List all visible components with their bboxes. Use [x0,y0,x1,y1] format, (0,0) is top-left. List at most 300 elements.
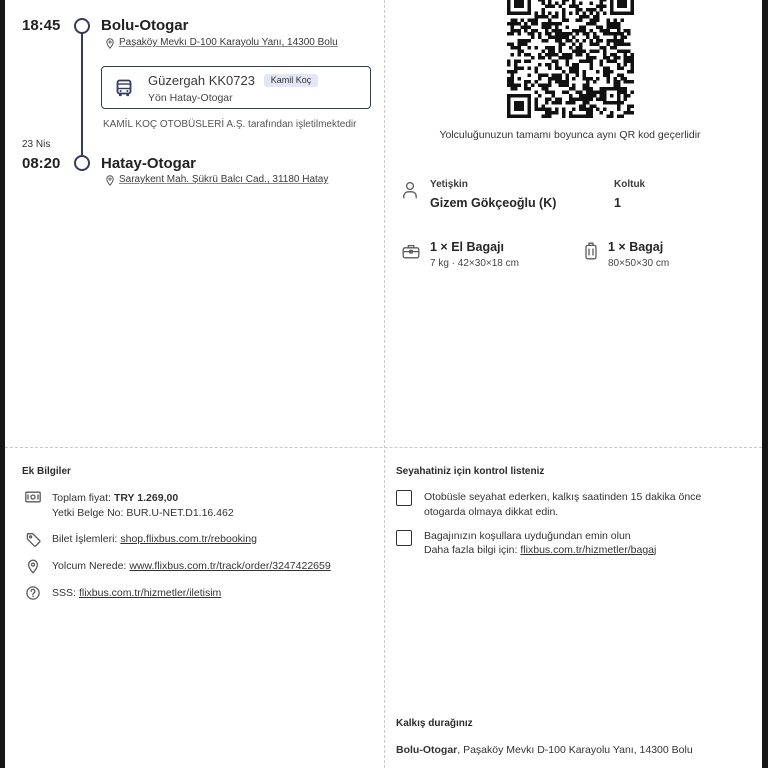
qr-module [552,22,556,26]
qr-module [600,60,604,64]
qr-module [579,115,583,118]
qr-module [545,115,549,118]
qr-module [562,91,566,95]
departure-address-link[interactable]: Paşaköy Mevkı D-100 Karayolu Yanı, 14300 Bolu [119,37,338,48]
qr-module [586,91,590,95]
qr-module [576,12,580,16]
qr-module [627,70,631,74]
qr-module [507,101,511,105]
qr-module [617,12,621,16]
qr-module [558,49,562,53]
checklist-item-text: Bagajınızın koşullara uyduğundan emin olun [424,529,631,542]
qr-module [521,94,525,98]
qr-module [517,46,521,50]
qr-module [596,12,600,16]
qr-module [583,12,587,16]
qr-module [572,108,576,112]
qr-module [558,101,562,105]
qr-module [620,5,624,9]
qr-module [617,56,621,60]
qr-module [534,12,538,16]
qr-module [624,0,628,1]
qr-module [510,84,514,88]
qr-module [534,70,538,74]
qr-module [624,60,628,64]
qr-module [579,42,583,46]
total-price-line [52,493,178,504]
qr-module [596,108,600,112]
arrival-time: 08:20 [22,154,61,172]
qr-module [589,39,593,43]
qr-module [593,8,597,12]
qr-module [558,39,562,43]
qr-module [589,97,593,101]
qr-module [610,8,614,12]
qr-module [565,36,569,40]
qr-module [528,94,532,98]
qr-module [607,80,611,84]
qr-module [541,49,545,53]
qr-module [589,49,593,53]
rebooking-line [52,534,257,545]
qr-module [555,80,559,84]
qr-module [545,29,549,33]
route-title: Güzergah KK0723 [148,72,255,88]
qr-module [545,87,549,91]
qr-module [555,53,559,57]
qr-module [552,49,556,53]
qr-module [569,70,573,74]
qr-module [552,29,556,33]
qr-module [583,94,587,98]
qr-module [607,29,611,33]
qr-module [562,80,566,84]
qr-module [579,49,583,53]
qr-module [624,94,628,98]
hand-luggage-details: 7 kg · 42×30×18 cm [430,258,519,269]
qr-module [593,22,597,26]
qr-module [528,0,532,1]
qr-module [596,5,600,9]
qr-module [627,108,631,112]
qr-module [555,39,559,43]
qr-module [576,73,580,77]
qr-module [607,101,611,105]
rebooking-label: Bilet İşlemleri: [52,532,118,545]
qr-module [531,84,535,88]
qr-module [521,115,525,118]
qr-module [562,42,566,46]
qr-module [610,22,614,26]
qr-module [548,67,552,71]
qr-module [507,111,511,115]
qr-module [631,53,634,57]
qr-module [613,36,617,40]
qr-module [617,80,621,84]
qr-module [576,91,580,95]
qr-module [596,25,600,29]
qr-module [548,49,552,53]
qr-module [569,53,573,57]
qr-module [555,15,559,19]
qr-module [528,1,532,5]
qr-module [507,94,511,98]
qr-module [613,39,617,43]
qr-module [624,42,628,46]
qr-module [528,32,532,36]
qr-module [631,1,634,5]
qr-module [572,5,576,9]
qr-module [600,25,604,29]
qr-module [589,42,593,46]
qr-module [510,87,514,91]
qr-module [596,39,600,43]
qr-module [631,111,634,115]
qr-module [538,15,542,19]
checklist-checkbox-luggage[interactable] [396,530,412,546]
qr-module [593,80,597,84]
checklist-item-text: otogarda olmaya dikkat edin. [424,505,559,518]
qr-module [576,5,580,9]
qr-module [541,56,545,60]
qr-module [541,73,545,77]
departure-stop-heading: Kalkış durağınız [396,718,473,729]
qr-note: Yolculuğunuzun tamamı boyunca aynı QR kod geçerlidir [439,128,701,141]
qr-module [538,94,542,98]
qr-module [538,36,542,40]
qr-module [548,32,552,36]
qr-module [613,56,617,60]
qr-module [569,101,573,105]
qr-module [528,104,532,108]
qr-module [562,108,566,112]
qr-module [607,60,611,64]
tracking-link[interactable]: www.flixbus.com.tr/track/order/3247422659 [129,559,331,572]
qr-module [565,77,569,81]
qr-module [545,101,549,105]
qr-module [617,108,621,112]
qr-module [589,56,593,60]
suitcase-icon [585,242,597,260]
qr-module [603,97,607,101]
checklist-item-text: Otobüsle seyahat ederken, kalkış saatinden 15 dakika önce [424,490,702,503]
qr-module [565,91,569,95]
qr-module [610,115,614,118]
qr-module [562,12,566,16]
qr-module [586,111,590,115]
qr-module [603,67,607,71]
qr-module [593,94,597,98]
qr-module [613,101,617,105]
qr-module [617,101,621,105]
qr-module [562,70,566,74]
qr-module [545,73,549,77]
location-pin-icon [27,559,39,574]
qr-module [507,32,511,36]
qr-module [607,67,611,71]
rebooking-link[interactable]: shop.flixbus.com.tr/rebooking [120,532,257,545]
qr-module [593,36,597,40]
qr-module [613,42,617,46]
tracking-line [52,561,331,572]
question-circle-icon [26,586,40,600]
qr-module [517,12,521,16]
qr-module [572,63,576,67]
qr-module [517,104,521,108]
qr-module [617,29,621,33]
qr-module [558,97,562,101]
qr-module [596,42,600,46]
vertical-divider [384,0,385,768]
qr-module [593,91,597,95]
qr-module [610,39,614,43]
qr-module [596,15,600,19]
qr-module [603,49,607,53]
qr-module [524,60,528,64]
qr-module [631,104,634,108]
qr-module [586,53,590,57]
qr-module [558,67,562,71]
qr-module [555,97,559,101]
qr-module [517,77,521,81]
qr-module [624,87,628,91]
qr-module [596,18,600,22]
qr-module [586,15,590,19]
qr-module [620,67,624,71]
qr-module [534,67,538,71]
qr-module [603,73,607,77]
qr-module [545,5,549,9]
qr-module [514,0,518,1]
qr-module [558,22,562,26]
qr-module [555,101,559,105]
qr-module [524,22,528,26]
qr-module [586,97,590,101]
qr-module [569,111,573,115]
qr-module [510,18,514,22]
qr-module [583,49,587,53]
qr-module [517,108,521,112]
qr-module [576,63,580,67]
qr-module [524,80,528,84]
qr-module [586,22,590,26]
qr-module [624,97,628,101]
qr-module [521,39,525,43]
qr-module [545,53,549,57]
qr-module [569,39,573,43]
qr-module [583,29,587,33]
route-timeline [70,14,94,176]
faq-label: SSS: [52,586,76,599]
qr-module [607,77,611,81]
qr-module [517,115,521,118]
qr-module [531,22,535,26]
qr-module [528,101,532,105]
qr-module [603,108,607,112]
arrival-address-link[interactable]: Saraykent Mah. Şükrü Balcı Cad., 31180 Hatay [119,174,329,185]
qr-module [507,70,511,74]
qr-module [528,80,532,84]
qr-module [579,15,583,19]
qr-module [548,84,552,88]
qr-module [620,101,624,105]
qr-module [586,36,590,40]
qr-module [524,25,528,29]
qr-module [610,53,614,57]
qr-module [572,42,576,46]
qr-module [596,97,600,101]
qr-module [565,39,569,43]
qr-module [552,5,556,9]
qr-module [624,36,628,40]
qr-module [548,12,552,16]
qr-module [607,70,611,74]
qr-module [510,46,514,50]
qr-module [589,111,593,115]
banknote-icon [25,491,41,503]
qr-module [583,15,587,19]
qr-module [589,22,593,26]
qr-module [555,63,559,67]
qr-module [617,87,621,91]
qr-module [510,22,514,26]
faq-link[interactable]: flixbus.com.tr/hizmetler/iletisim [78,586,222,599]
qr-module [624,49,628,53]
qr-module [610,60,614,64]
qr-module [576,32,580,36]
qr-module [507,63,511,67]
qr-module [613,12,617,16]
qr-module [548,5,552,9]
qr-module [517,5,521,9]
passenger-type-label: Yetişkin [430,179,468,190]
qr-module [603,32,607,36]
qr-module [562,56,566,60]
qr-module [610,5,614,9]
route-direction: Yön Hatay-Otogar [148,91,233,104]
qr-module [589,108,593,112]
qr-module [572,67,576,71]
qr-module [603,12,607,16]
qr-module [631,91,634,95]
qr-module [514,87,518,91]
qr-module [528,18,532,22]
qr-module [617,63,621,67]
qr-module [555,111,559,115]
qr-module [617,39,621,43]
luggage-info-prefix: Daha fazla bilgi için: [424,543,518,556]
checklist-checkbox-arrival-time[interactable] [396,490,412,506]
total-price-label: Toplam fiyat: [52,491,111,504]
qr-module [545,15,549,19]
qr-module [528,12,532,16]
qr-module [624,5,628,9]
qr-module [510,12,514,16]
qr-module [548,108,552,112]
qr-module [586,84,590,88]
qr-module [617,104,621,108]
qr-module [572,0,576,1]
qr-module [517,60,521,64]
qr-module [617,91,621,95]
qr-module [576,29,580,33]
qr-module [565,56,569,60]
qr-module [534,18,538,22]
qr-module [586,56,590,60]
qr-module [555,67,559,71]
qr-module [510,115,514,118]
qr-module [507,84,511,88]
qr-module [617,22,621,26]
qr-module [579,60,583,64]
qr-module [600,0,604,1]
qr-module [528,73,532,77]
qr-module [589,77,593,81]
qr-module [607,18,611,22]
qr-module [627,12,631,16]
qr-module [555,73,559,77]
qr-module [565,0,569,1]
qr-module [545,39,549,43]
qr-module [613,60,617,64]
qr-module [613,53,617,57]
qr-module [528,60,532,64]
qr-module [583,115,587,118]
qr-module [579,91,583,95]
qr-module [514,29,518,33]
qr-module [565,53,569,57]
qr-module [517,42,521,46]
qr-module [545,25,549,29]
qr-module [538,108,542,112]
qr-module [627,94,631,98]
qr-module [617,97,621,101]
qr-module [524,53,528,57]
qr-module [579,18,583,22]
qr-module [521,67,525,71]
qr-module [545,108,549,112]
qr-module [593,18,597,22]
qr-module [620,0,624,1]
qr-module [620,36,624,40]
checklist-heading: Seyahatiniz için kontrol listeniz [396,466,545,477]
luggage-info-link[interactable]: flixbus.com.tr/hizmetler/bagaj [520,543,657,556]
qr-module [586,94,590,98]
tracking-label: Yolcum Nerede: [52,559,127,572]
qr-module [624,77,628,81]
qr-module [569,67,573,71]
qr-module [610,87,614,91]
qr-module [541,12,545,16]
qr-module [517,84,521,88]
qr-module [600,29,604,33]
qr-module [514,70,518,74]
qr-module [583,73,587,77]
qr-module [514,84,518,88]
qr-module [593,42,597,46]
qr-module [521,12,525,16]
qr-module [607,32,611,36]
qr-module [510,25,514,29]
departure-stop-station: Bolu-Otogar [396,743,458,756]
qr-module [627,60,631,64]
departure-node-icon [75,19,89,33]
qr-module [521,0,525,1]
qr-module [528,111,532,115]
qr-module [548,18,552,22]
qr-module [617,73,621,77]
qr-module [507,0,511,1]
